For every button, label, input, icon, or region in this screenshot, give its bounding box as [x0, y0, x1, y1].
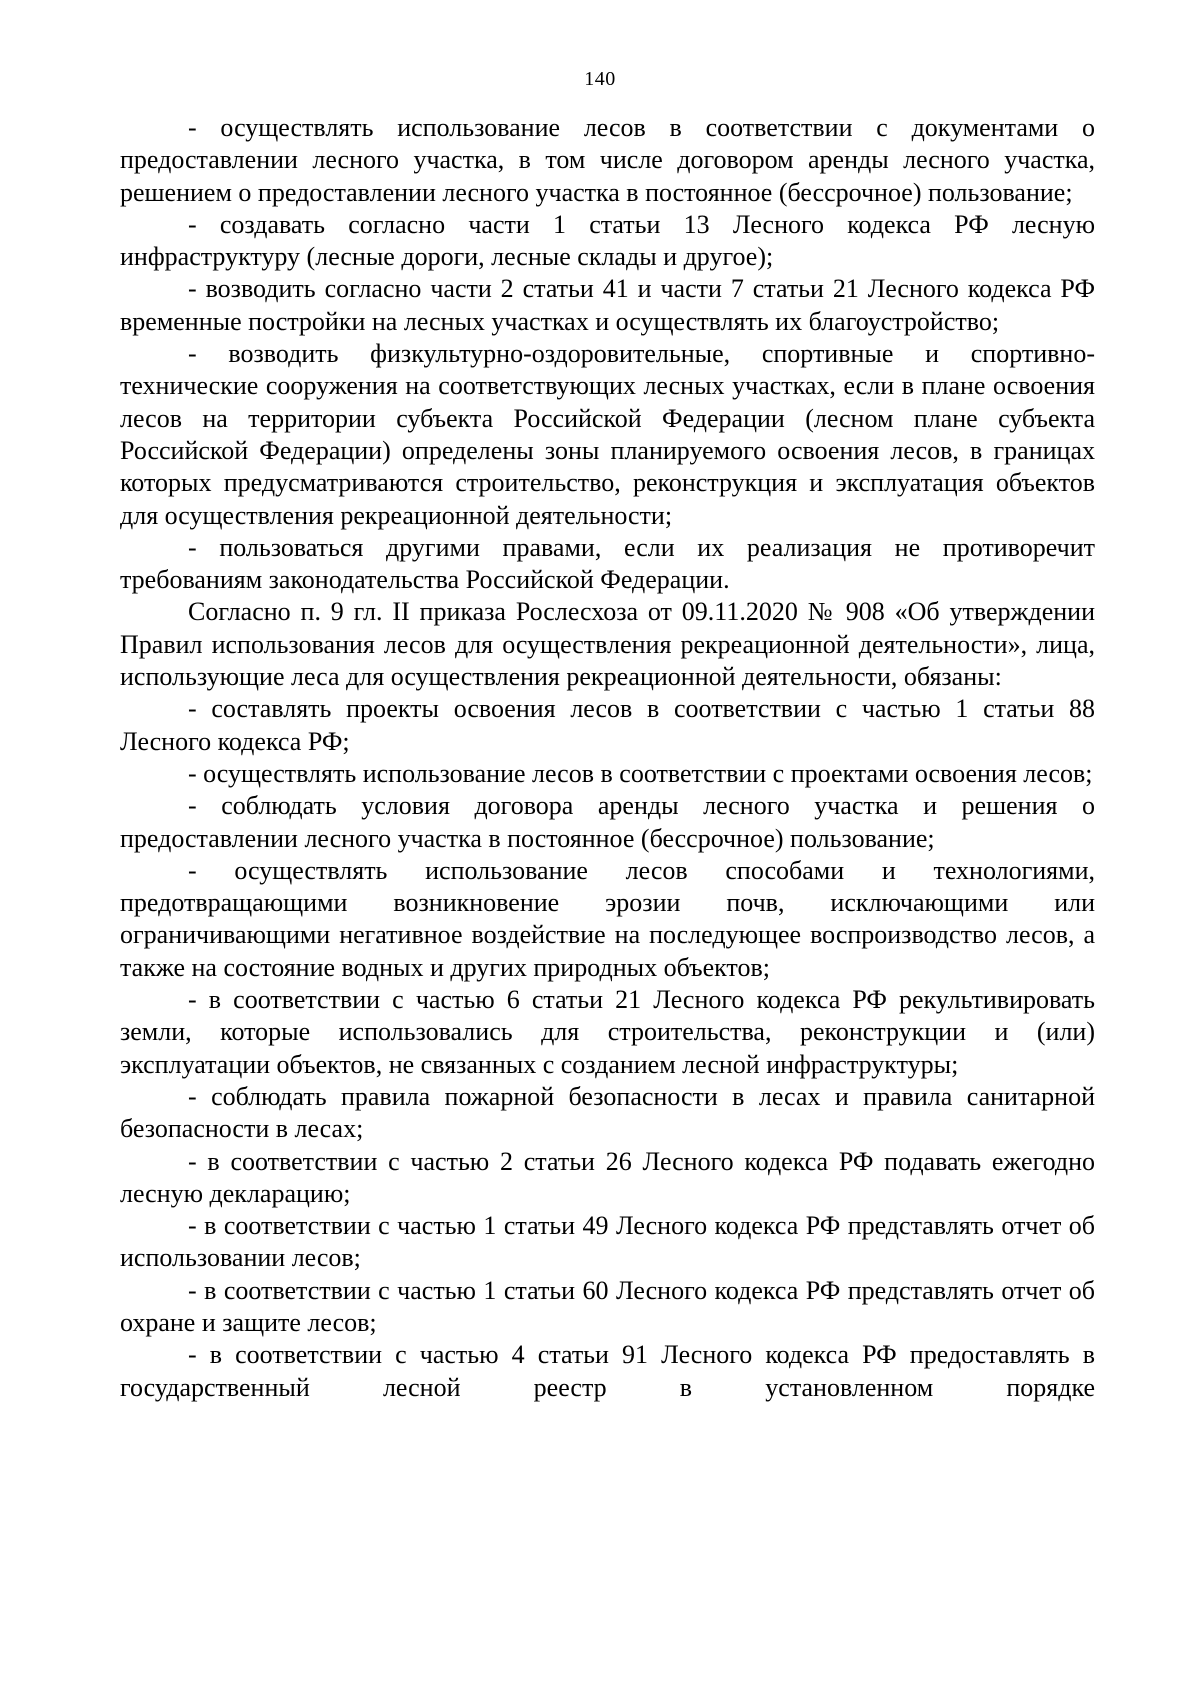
paragraph: - пользоваться другими правами, если их реализация не противоречит требованиям законодательства Российской Федерации. — [120, 532, 1095, 595]
paragraph: - возводить физкультурно-оздоровительные, спортивные и спортивно-технические сооружения на соответствующих лесных участках, если в плане освоения лесов на территории субъекта Российской Федерации (лесном плане субъекта Российской Федерации) определены зоны планируемого освоения лесов, в границах которых предусматриваются строительство, реконструкция и эксплуатация объектов для осуществления рекреационной деятельности; — [120, 339, 1095, 530]
page-number: 140 — [584, 68, 616, 90]
paragraph: - осуществлять использование лесов в соответствии с проектами освоения лесов; — [188, 758, 1093, 788]
paragraph: - в соответствии с частью 6 статьи 21 Лесного кодекса РФ рекультивировать земли, которые использовались для строительства, реконструкции и (или) эксплуатации объектов, не связанных с созданием лесной инфраструктуры; — [120, 985, 1095, 1079]
paragraph: - возводить согласно части 2 статьи 41 и части 7 статьи 21 Лесного кодекса РФ временные постройки на лесных участках и осуществлять их благоустройство; — [120, 274, 1095, 336]
paragraph: - соблюдать условия договора аренды лесного участка и решения о предоставлении лесного участка в постоянное (бессрочное) пользование; — [120, 791, 1095, 853]
paragraph: - в соответствии с частью 1 статьи 49 Лесного кодекса РФ представлять отчет об использовании лесов; — [120, 1211, 1095, 1273]
paragraph: - осуществлять использование лесов в соответствии с документами о предоставлении лесного участка, в том числе договором аренды лесного участка, решением о предоставлении лесного участка в постоянное (бессрочное) пользование; — [120, 113, 1095, 207]
document-body — [120, 112, 1095, 1404]
paragraph: Согласно п. 9 гл. II приказа Рослесхоза от 09.11.2020 № 908 «Об утверждении Правил использования лесов для осуществления рекреационной деятельности», лица, использующие леса для осуществления рекреационной деятельности, обязаны: — [120, 597, 1095, 692]
paragraph: - создавать согласно части 1 статьи 13 Лесного кодекса РФ лесную инфраструктуру (лесные дороги, лесные склады и другое); — [120, 209, 1095, 272]
paragraph: - в соответствии с частью 2 статьи 26 Лесного кодекса РФ подавать ежегодно лесную декларацию; — [120, 1146, 1095, 1208]
paragraph: - в соответствии с частью 1 статьи 60 Лесного кодекса РФ представлять отчет об охране и защите лесов; — [120, 1275, 1095, 1337]
paragraph: - в соответствии с частью 4 статьи 91 Лесного кодекса РФ предоставлять в государственный лесной реестр в установленном порядке — [120, 1340, 1095, 1402]
paragraph: - соблюдать правила пожарной безопасности в лесах и правила санитарной безопасности в лесах; — [120, 1081, 1095, 1144]
paragraph: - составлять проекты освоения лесов в соответствии с частью 1 статьи 88 Лесного кодекса РФ; — [120, 694, 1095, 756]
paragraph: - осуществлять использование лесов способами и технологиями, предотвращающими возникновение эрозии почв, исключающими или ограничивающими негативное воздействие на последующее воспроизводство лесов, а также на состояние водных и других природных объектов; — [120, 855, 1095, 982]
